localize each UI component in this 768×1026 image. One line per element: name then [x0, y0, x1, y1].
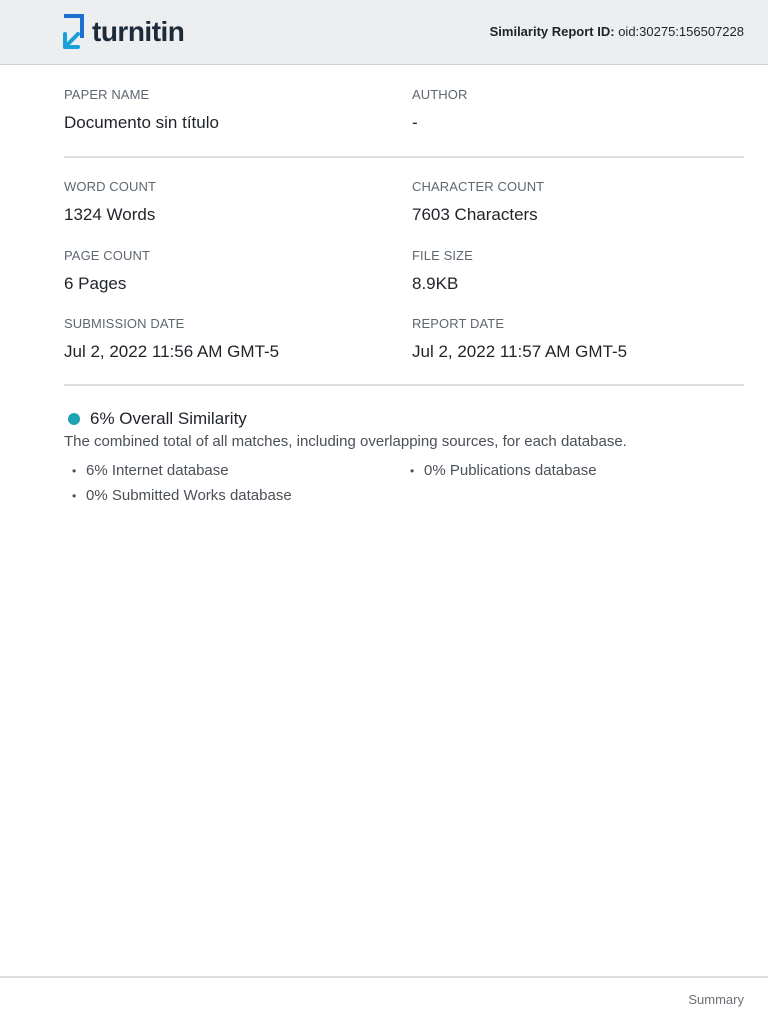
database-item-label: 6% Internet database [86, 462, 229, 479]
page-count-value: 6 Pages [64, 274, 127, 293]
word-count-label: WORD COUNT [64, 179, 156, 194]
similarity-report-id [490, 24, 744, 39]
bullet-icon: • [410, 464, 415, 478]
turnitin-logo-icon [62, 14, 88, 50]
submission-date-label: SUBMISSION DATE [64, 316, 185, 331]
overall-similarity-heading [68, 408, 247, 430]
word-count-value: 1324 Words [64, 205, 156, 224]
report-date-value: Jul 2, 2022 11:57 AM GMT-5 [412, 342, 628, 361]
database-item-internet [72, 461, 229, 481]
database-item-publications [410, 461, 597, 481]
character-count-field [412, 179, 544, 226]
report-id-value: oid:30275:156507228 [618, 24, 744, 39]
turnitin-logo [62, 14, 184, 50]
bullet-icon: • [72, 489, 77, 503]
database-item-submitted-works [72, 486, 292, 506]
paper-name-value: Documento sin título [64, 113, 219, 132]
page-count-label: PAGE COUNT [64, 248, 150, 263]
author-value: - [412, 113, 418, 132]
paper-name-label: PAPER NAME [64, 87, 150, 102]
footer-summary-label: Summary [688, 992, 744, 1007]
report-id-label: Similarity Report ID: [489, 24, 615, 39]
bullet-icon: • [72, 464, 77, 478]
report-date-label: REPORT DATE [412, 316, 505, 331]
submission-date-value: Jul 2, 2022 11:56 AM GMT-5 [64, 342, 280, 361]
file-size-label: FILE SIZE [412, 248, 473, 263]
divider-bottom [64, 384, 744, 386]
report-header [0, 0, 768, 65]
report-date-field [412, 316, 627, 363]
overall-similarity-title: 6% Overall Similarity [90, 409, 247, 428]
database-item-label: 0% Publications database [424, 462, 597, 479]
similarity-description: The combined total of all matches, including overlapping sources, for each database. [64, 433, 627, 450]
paper-name-field [64, 87, 219, 134]
database-item-label: 0% Submitted Works database [86, 487, 292, 504]
character-count-value: 7603 Characters [412, 205, 538, 224]
page-footer [0, 976, 768, 1026]
author-field [412, 87, 468, 134]
file-size-field [412, 248, 473, 295]
similarity-dot-icon [68, 413, 80, 425]
character-count-label: CHARACTER COUNT [412, 179, 545, 194]
file-size-value: 8.9KB [412, 274, 459, 293]
word-count-field [64, 179, 156, 226]
submission-date-field [64, 316, 279, 363]
page-count-field [64, 248, 150, 295]
divider-top [64, 156, 744, 158]
author-label: AUTHOR [412, 87, 468, 102]
brand-name: turnitin [92, 16, 185, 47]
